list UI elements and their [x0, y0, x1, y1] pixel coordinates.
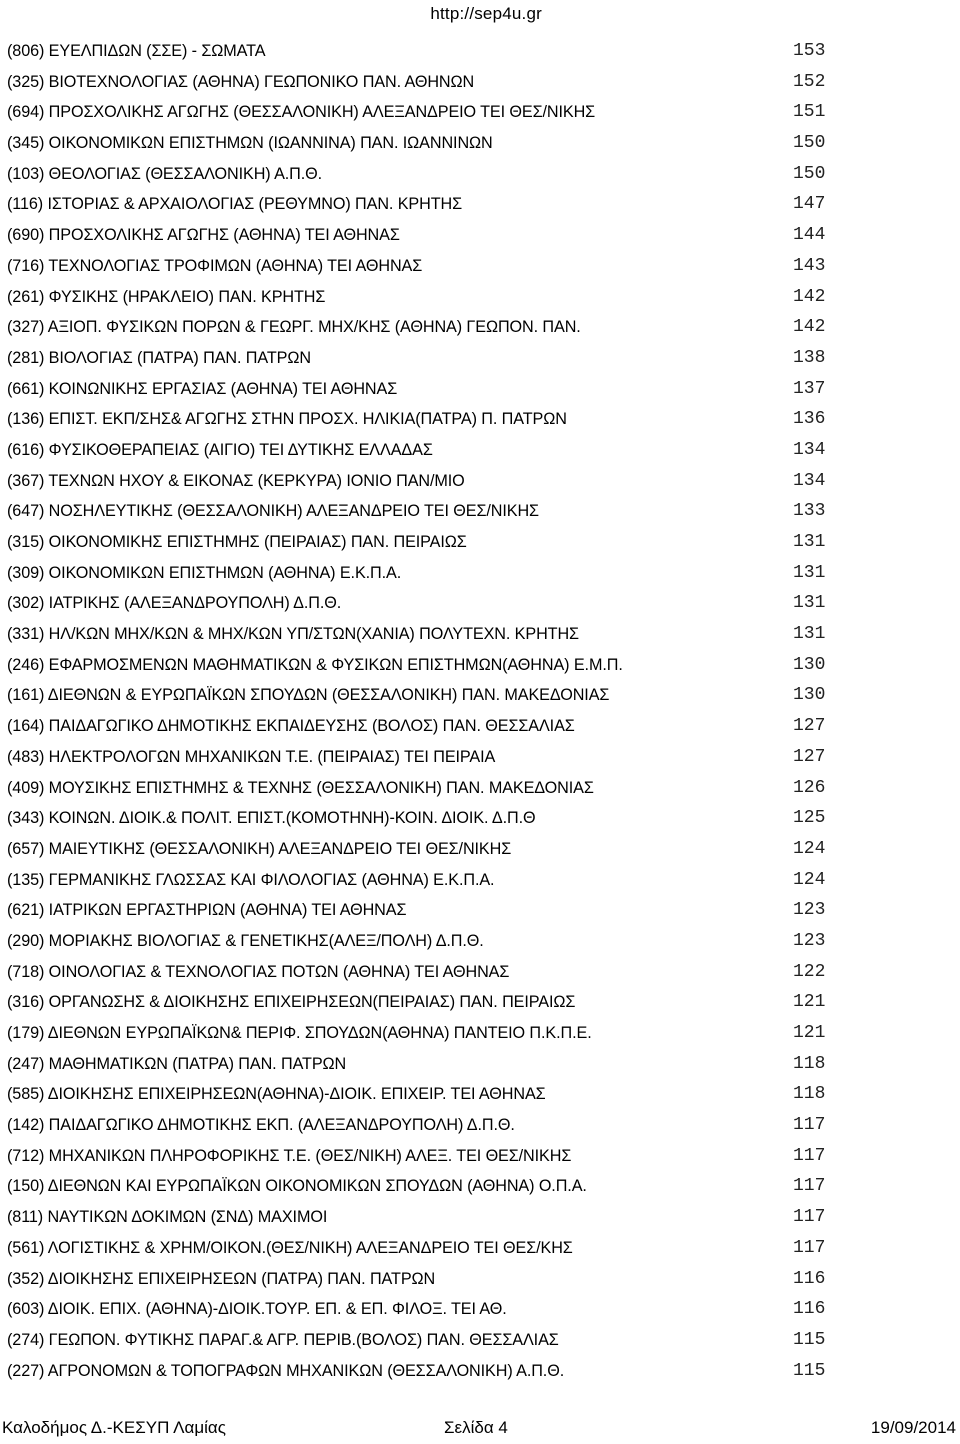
score-value: 115: [793, 1360, 826, 1381]
score-value: 116: [793, 1299, 826, 1320]
score-value: 133: [793, 501, 826, 522]
list-item: [7, 1141, 847, 1172]
list-item: [7, 36, 847, 67]
list-item: [7, 404, 847, 435]
score-value: 147: [793, 194, 826, 215]
department-name: (309) ΟΙΚΟΝΟΜΙΚΩΝ ΕΠΙΣΤΗΜΩΝ (ΑΘΗΝΑ) Ε.Κ.Π.Α.: [7, 563, 402, 582]
department-name: (806) ΕΥΕΛΠΙΔΩΝ (ΣΣΕ) - ΣΩΜΑΤΑ: [7, 42, 266, 60]
list-item: [7, 926, 847, 957]
department-name: (811) ΝΑΥΤΙΚΩΝ ΔΟΚΙΜΩΝ (ΣΝΔ) ΜΑΧΙΜΟΙ: [7, 1208, 328, 1227]
list-item: [7, 865, 847, 896]
list-item: [7, 282, 847, 313]
department-name: (142) ΠΑΙΔΑΓΩΓΙΚΟ ΔΗΜΟΤΙΚΗΣ ΕΚΠ. (ΑΛΕΞΑΝΔΡΟΥΠΟΛΗ) Δ.Π.Θ.: [7, 1116, 515, 1135]
list-item: [7, 189, 847, 220]
score-value: 118: [793, 1084, 826, 1105]
page-footer: [0, 1418, 960, 1442]
list-item: [7, 1049, 847, 1080]
list-item: [7, 312, 847, 343]
department-name: (616) ΦΥΣΙΚΟΘΕΡΑΠΕΙΑΣ (ΑΙΓΙΟ) ΤΕΙ ΔΥΤΙΚΗΣ ΕΛΛΑΔΑΣ: [7, 440, 433, 459]
department-name: (290) ΜΟΡΙΑΚΗΣ ΒΙΟΛΟΓΙΑΣ & ΓΕΝΕΤΙΚΗΣ(ΑΛΕΞ/ΠΟΛΗ) Δ.Π.Θ.: [7, 931, 484, 950]
score-value: 151: [793, 102, 826, 123]
department-name: (179) ΔΙΕΘΝΩΝ ΕΥΡΩΠΑΪΚΩΝ& ΠΕΡΙΦ. ΣΠΟΥΔΩΝ(ΑΘΗΝΑ) ΠΑΝΤΕΙΟ Π.Κ.Π.Ε.: [7, 1024, 592, 1042]
score-value: 117: [793, 1145, 826, 1166]
department-name: (302) ΙΑΤΡΙΚΗΣ (ΑΛΕΞΑΝΔΡΟΥΠΟΛΗ) Δ.Π.Θ.: [7, 594, 342, 613]
department-name: (694) ΠΡΟΣΧΟΛΙΚΗΣ ΑΓΩΓΗΣ (ΘΕΣΣΑΛΟΝΙΚΗ) ΑΛΕΞΑΝΔΡΕΙΟ ΤΕΙ ΘΕΣ/ΝΙΚΗΣ: [7, 103, 596, 122]
list-item: [7, 343, 847, 374]
score-value: 124: [793, 869, 826, 890]
department-name: (352) ΔΙΟΙΚΗΣΗΣ ΕΠΙΧΕΙΡΗΣΕΩΝ (ΠΑΤΡΑ) ΠΑΝ. ΠΑΤΡΩΝ: [7, 1269, 436, 1288]
score-value: 127: [793, 716, 826, 737]
list-item: [7, 97, 847, 128]
footer-date: 19/09/2014: [870, 1418, 956, 1437]
score-value: 117: [793, 1207, 826, 1228]
list-item: [7, 803, 847, 834]
score-value: 153: [793, 41, 826, 61]
list-item: [7, 711, 847, 742]
score-value: 131: [793, 593, 826, 614]
score-value: 123: [793, 900, 826, 921]
department-name: (367) ΤΕΧΝΩΝ ΗΧΟΥ & ΕΙΚΟΝΑΣ (ΚΕΡΚΥΡΑ) ΙΟΝΙΟ ΠΑΝ/ΜΙΟ: [7, 471, 465, 490]
list-item: [7, 67, 847, 98]
department-name: (716) ΤΕΧΝΟΛΟΓΙΑΣ ΤΡΟΦΙΜΩΝ (ΑΘΗΝΑ) ΤΕΙ ΑΘΗΝΑΣ: [7, 256, 423, 275]
score-value: 117: [793, 1237, 826, 1258]
department-name: (409) ΜΟΥΣΙΚΗΣ ΕΠΙΣΤΗΜΗΣ & ΤΕΧΝΗΣ (ΘΕΣΣΑΛΟΝΙΚΗ) ΠΑΝ. ΜΑΚΕΔΟΝΙΑΣ: [7, 778, 594, 797]
department-name: (718) ΟΙΝΟΛΟΓΙΑΣ & ΤΕΧΝΟΛΟΓΙΑΣ ΠΟΤΩΝ (ΑΘΗΝΑ) ΤΕΙ ΑΘΗΝΑΣ: [7, 962, 510, 981]
header-url[interactable]: http://sep4u.gr: [430, 4, 542, 23]
score-value: 124: [793, 838, 826, 859]
department-name: (274) ΓΕΩΠΟΝ. ΦΥΤΙΚΗΣ ΠΑΡΑΓ.& ΑΓΡ. ΠΕΡΙΒ.(ΒΟΛΟΣ) ΠΑΝ. ΘΕΣΣΑΛΙΑΣ: [7, 1330, 559, 1349]
department-name: (150) ΔΙΕΘΝΩΝ ΚΑΙ ΕΥΡΩΠΑΪΚΩΝ ΟΙΚΟΝΟΜΙΚΩΝ ΣΠΟΥΔΩΝ (ΑΘΗΝΑ) Ο.Π.Α.: [7, 1177, 587, 1196]
department-name: (316) ΟΡΓΑΝΩΣΗΣ & ΔΙΟΙΚΗΣΗΣ ΕΠΙΧΕΙΡΗΣΕΩΝ(ΠΕΙΡΑΙΑΣ) ΠΑΝ. ΠΕΙΡΑΙΩΣ: [7, 993, 576, 1012]
list-item: [7, 527, 847, 558]
department-name: (103) ΘΕΟΛΟΓΙΑΣ (ΘΕΣΣΑΛΟΝΙΚΗ) Α.Π.Θ.: [7, 164, 323, 183]
department-name: (647) ΝΟΣΗΛΕΥΤΙΚΗΣ (ΘΕΣΣΑΛΟΝΙΚΗ) ΑΛΕΞΑΝΔΡΕΙΟ ΤΕΙ ΘΕΣ/ΝΙΚΗΣ: [7, 502, 539, 521]
list-item: [7, 466, 847, 497]
list-item: [7, 1294, 847, 1325]
score-value: 127: [793, 746, 826, 767]
score-value: 134: [793, 470, 826, 491]
footer-page-number: Σελίδα 4: [444, 1418, 508, 1437]
department-name: (657) ΜΑΙΕΥΤΙΚΗΣ (ΘΕΣΣΑΛΟΝΙΚΗ) ΑΛΕΞΑΝΔΡΕΙΟ ΤΕΙ ΘΕΣ/ΝΙΚΗΣ: [7, 839, 512, 858]
score-value: 117: [793, 1176, 826, 1197]
score-value: 143: [793, 255, 826, 276]
department-name: (116) ΙΣΤΟΡΙΑΣ & ΑΡΧΑΙΟΛΟΓΙΑΣ (ΡΕΘΥΜΝΟ) ΠΑΝ. ΚΡΗΤΗΣ: [7, 195, 462, 214]
score-value: 137: [793, 378, 826, 399]
department-name: (343) ΚΟΙΝΩΝ. ΔΙΟΙΚ.& ΠΟΛΙΤ. ΕΠΙΣΤ.(ΚΟΜΟΤΗΝΗ)-ΚΟΙΝ. ΔΙΟΙΚ. Δ.Π.Θ: [7, 809, 536, 828]
list-item: [7, 1202, 847, 1233]
score-value: 122: [793, 961, 826, 982]
score-value: 118: [793, 1053, 826, 1074]
department-name: (327) ΑΞΙΟΠ. ΦΥΣΙΚΩΝ ΠΟΡΩΝ & ΓΕΩΡΓ. ΜΗΧ/ΚΗΣ (ΑΘΗΝΑ) ΓΕΩΠΟΝ. ΠΑΝ.: [7, 318, 581, 337]
list-item: [7, 374, 847, 405]
list-item: [7, 220, 847, 251]
footer-author: Καλοδήμος Δ.-ΚΕΣΥΠ Λαμίας: [2, 1418, 226, 1437]
department-name: (585) ΔΙΟΙΚΗΣΗΣ ΕΠΙΧΕΙΡΗΣΕΩΝ(ΑΘΗΝΑ)-ΔΙΟΙΚ. ΕΠΙΧΕΙΡ. ΤΕΙ ΑΘΗΝΑΣ: [7, 1085, 546, 1104]
list-item: [7, 987, 847, 1018]
department-name: (164) ΠΑΙΔΑΓΩΓΙΚΟ ΔΗΜΟΤΙΚΗΣ ΕΚΠΑΙΔΕΥΣΗΣ (ΒΟΛΟΣ) ΠΑΝ. ΘΕΣΣΑΛΙΑΣ: [7, 717, 575, 736]
department-name: (712) ΜΗΧΑΝΙΚΩΝ ΠΛΗΡΟΦΟΡΙΚΗΣ Τ.Ε. (ΘΕΣ/ΝΙΚΗ) ΑΛΕΞ. ΤΕΙ ΘΕΣ/ΝΙΚΗΣ: [7, 1146, 572, 1165]
score-value: 121: [793, 1023, 826, 1043]
department-name: (135) ΓΕΡΜΑΝΙΚΗΣ ΓΛΩΣΣΑΣ ΚΑΙ ΦΙΛΟΛΟΓΙΑΣ (ΑΘΗΝΑ) Ε.Κ.Π.Α.: [7, 870, 495, 889]
list-item: [7, 1079, 847, 1110]
score-value: 138: [793, 347, 826, 368]
department-name: (331) ΗΛ/ΚΩΝ ΜΗΧ/ΚΩΝ & ΜΗΧ/ΚΩΝ ΥΠ/ΣΤΩΝ(ΧΑΝΙΑ) ΠΟΛΥΤΕΧΝ. ΚΡΗΤΗΣ: [7, 625, 579, 644]
department-name: (161) ΔΙΕΘΝΩΝ & ΕΥΡΩΠΑΪΚΩΝ ΣΠΟΥΔΩΝ (ΘΕΣΣΑΛΟΝΙΚΗ) ΠΑΝ. ΜΑΚΕΔΟΝΙΑΣ: [7, 686, 610, 705]
ranking-list: [7, 36, 847, 1386]
list-item: [7, 1018, 847, 1049]
department-name: (690) ΠΡΟΣΧΟΛΙΚΗΣ ΑΓΩΓΗΣ (ΑΘΗΝΑ) ΤΕΙ ΑΘΗΝΑΣ: [7, 226, 400, 245]
list-item: [7, 588, 847, 619]
score-value: 150: [793, 163, 826, 184]
list-item: [7, 957, 847, 988]
score-value: 150: [793, 133, 826, 154]
score-value: 130: [793, 685, 826, 706]
score-value: 142: [793, 286, 826, 307]
score-value: 115: [793, 1329, 826, 1350]
department-name: (661) ΚΟΙΝΩΝΙΚΗΣ ΕΡΓΑΣΙΑΣ (ΑΘΗΝΑ) ΤΕΙ ΑΘΗΝΑΣ: [7, 379, 398, 398]
list-item: [7, 1325, 847, 1356]
score-value: 125: [793, 808, 826, 829]
department-name: (483) ΗΛΕΚΤΡΟΛΟΓΩΝ ΜΗΧΑΝΙΚΩΝ Τ.Ε. (ΠΕΙΡΑΙΑΣ) ΤΕΙ ΠΕΙΡΑΙΑ: [7, 747, 496, 766]
list-item: [7, 619, 847, 650]
score-value: 126: [793, 777, 826, 798]
score-value: 152: [793, 71, 826, 92]
list-item: [7, 496, 847, 527]
score-value: 131: [793, 532, 826, 552]
department-name: (621) ΙΑΤΡΙΚΩΝ ΕΡΓΑΣΤΗΡΙΩΝ (ΑΘΗΝΑ) ΤΕΙ ΑΘΗΝΑΣ: [7, 901, 407, 920]
list-item: [7, 1264, 847, 1295]
list-item: [7, 128, 847, 159]
score-value: 131: [793, 562, 826, 583]
department-name: (246) ΕΦΑΡΜΟΣΜΕΝΩΝ ΜΑΘΗΜΑΤΙΚΩΝ & ΦΥΣΙΚΩΝ ΕΠΙΣΤΗΜΩΝ(ΑΘΗΝΑ) Ε.Μ.Π.: [7, 655, 623, 674]
list-item: [7, 895, 847, 926]
score-value: 117: [793, 1115, 826, 1136]
department-name: (247) ΜΑΘΗΜΑΤΙΚΩΝ (ΠΑΤΡΑ) ΠΑΝ. ΠΑΤΡΩΝ: [7, 1054, 347, 1073]
department-name: (227) ΑΓΡΟΝΟΜΩΝ & ΤΟΠΟΓΡΑΦΩΝ ΜΗΧΑΝΙΚΩΝ (ΘΕΣΣΑΛΟΝΙΚΗ) Α.Π.Θ.: [7, 1361, 565, 1380]
list-item: [7, 558, 847, 589]
list-item: [7, 435, 847, 466]
score-value: 131: [793, 624, 826, 645]
list-item: [7, 1233, 847, 1264]
list-item: [7, 742, 847, 773]
score-value: 142: [793, 317, 826, 338]
score-value: 123: [793, 930, 826, 951]
score-value: 130: [793, 654, 826, 675]
list-item: [7, 773, 847, 804]
list-item: [7, 1110, 847, 1141]
list-item: [7, 159, 847, 190]
list-item: [7, 1171, 847, 1202]
score-value: 134: [793, 439, 826, 460]
department-name: (261) ΦΥΣΙΚΗΣ (ΗΡΑΚΛΕΙΟ) ΠΑΝ. ΚΡΗΤΗΣ: [7, 287, 326, 306]
department-name: (315) ΟΙΚΟΝΟΜΙΚΗΣ ΕΠΙΣΤΗΜΗΣ (ΠΕΙΡΑΙΑΣ) ΠΑΝ. ΠΕΙΡΑΙΩΣ: [7, 533, 467, 551]
department-name: (325) ΒΙΟΤΕΧΝΟΛΟΓΙΑΣ (ΑΘΗΝΑ) ΓΕΩΠΟΝΙΚΟ ΠΑΝ. ΑΘΗΝΩΝ: [7, 72, 475, 91]
department-name: (603) ΔΙΟΙΚ. ΕΠΙΧ. (ΑΘΗΝΑ)-ΔΙΟΙΚ.ΤΟΥΡ. ΕΠ. & ΕΠ. ΦΙΛΟΞ. ΤΕΙ ΑΘ.: [7, 1300, 507, 1319]
list-item: [7, 650, 847, 681]
list-item: [7, 251, 847, 282]
score-value: 144: [793, 225, 826, 246]
score-value: 116: [793, 1268, 826, 1289]
department-name: (281) ΒΙΟΛΟΓΙΑΣ (ΠΑΤΡΑ) ΠΑΝ. ΠΑΤΡΩΝ: [7, 348, 311, 367]
score-value: 136: [793, 409, 826, 430]
department-name: (136) ΕΠΙΣΤ. ΕΚΠ/ΣΗΣ& ΑΓΩΓΗΣ ΣΤΗΝ ΠΡΟΣΧ. ΗΛΙΚΙΑ(ΠΑΤΡΑ) Π. ΠΑΤΡΩΝ: [7, 410, 567, 429]
list-item: [7, 834, 847, 865]
department-name: (561) ΛΟΓΙΣΤΙΚΗΣ & ΧΡΗΜ/ΟΙΚΟΝ.(ΘΕΣ/ΝΙΚΗ) ΑΛΕΞΑΝΔΡΕΙΟ ΤΕΙ ΘΕΣ/ΚΗΣ: [7, 1238, 573, 1257]
list-item: [7, 680, 847, 711]
department-name: (345) ΟΙΚΟΝΟΜΙΚΩΝ ΕΠΙΣΤΗΜΩΝ (ΙΩΑΝΝΙΝΑ) ΠΑΝ. ΙΩΑΝΝΙΝΩΝ: [7, 134, 493, 153]
list-item: [7, 1356, 847, 1387]
score-value: 121: [793, 992, 826, 1013]
